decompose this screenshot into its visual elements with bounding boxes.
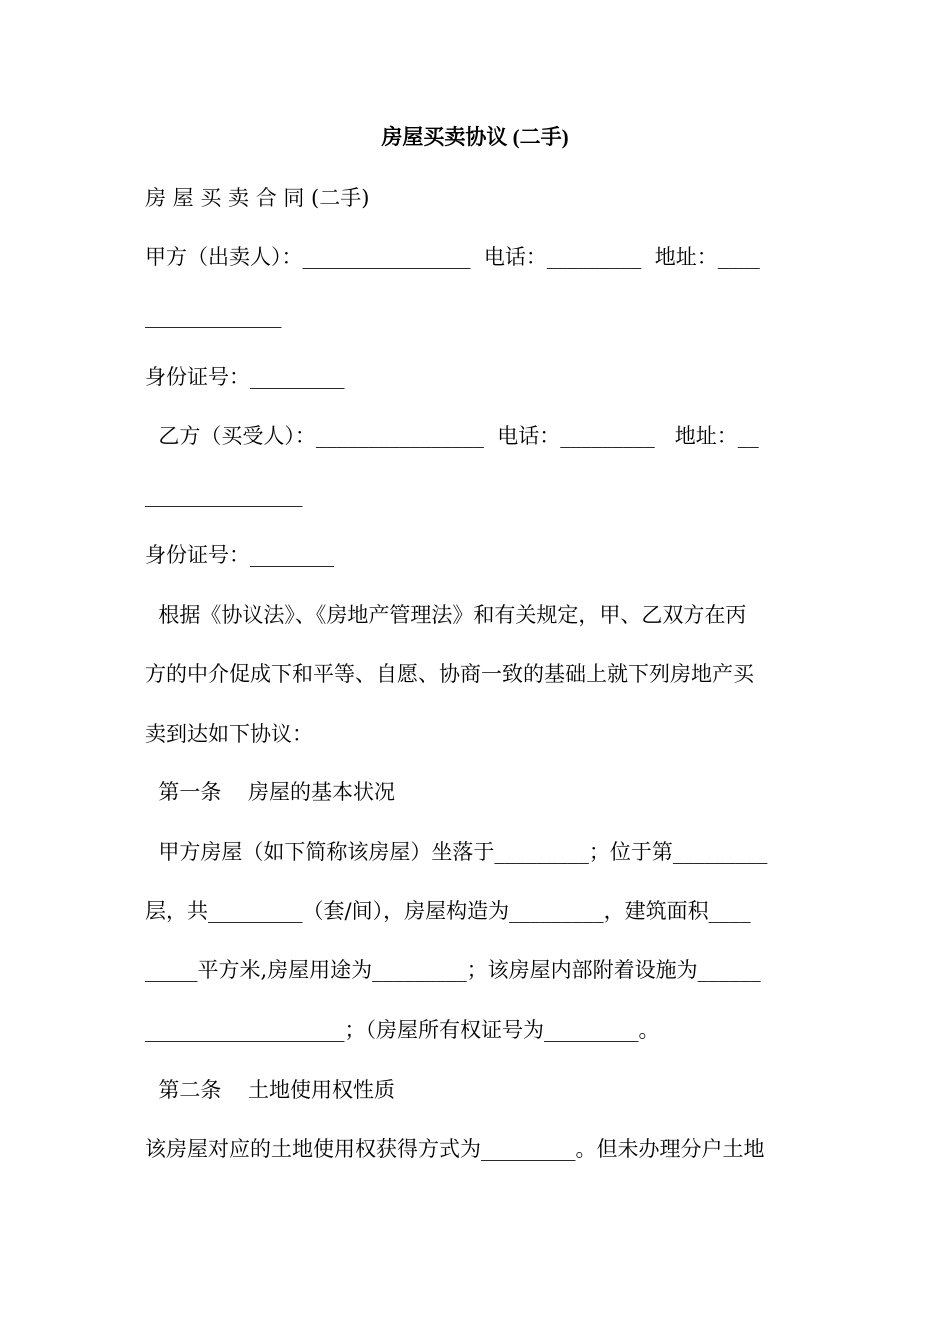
article-1-line-3: _____平方米,房屋用途为_________；该房屋内部附着设施为______ [145,958,761,982]
preamble-line-2: 方的中介促成下和平等、自愿、协商一致的基础上就下列房地产买 [145,662,754,686]
article-2-heading: 第二条 土地使用权性质 [145,1078,396,1102]
article-1-line-2: 层，共_________（套/间），房屋构造为_________，建筑面积____ [145,899,751,923]
party-b-address-continued: _______________ [145,483,303,507]
preamble-line-3: 卖到达如下协议： [145,722,313,746]
party-a-address-continued: _____________ [145,304,282,328]
party-a-line: 甲方（出卖人）：________________ 电话：_________ 地址：____ [145,245,760,269]
article-1-heading: 第一条 房屋的基本状况 [145,780,396,804]
article-2-line-1: 该房屋对应的土地使用权获得方式为_________。但未办理分户土地 [145,1137,765,1161]
contract-subtitle: 房 屋 买 卖 合 同 (二手) [145,186,370,210]
party-b-id-line: 身份证号：________ [145,543,334,567]
document-title: 房屋买卖协议 (二手) [381,125,569,149]
article-1-line-4: ___________________；（房屋所有权证号为_________。 [145,1018,660,1042]
article-1-line-1: 甲方房屋（如下简称该房屋）坐落于_________；位于第_________ [145,840,768,864]
preamble-line-1: 根据《协议法》、《房地产管理法》和有关规定，甲、乙双方在丙 [145,603,747,627]
party-a-id-line: 身份证号：_________ [145,365,345,389]
party-b-line: 乙方（买受人）：________________ 电话：_________ 地址：__ [145,424,759,448]
